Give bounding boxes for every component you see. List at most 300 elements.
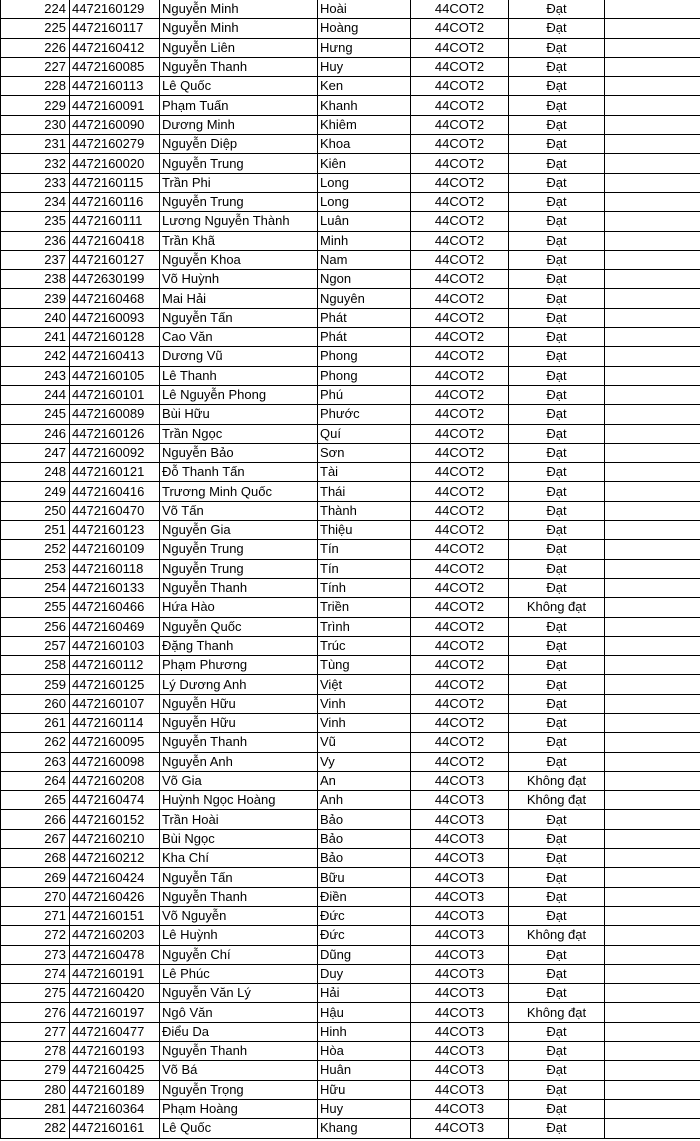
class-code: 44COT3 xyxy=(411,1061,509,1080)
last-middle-name: Võ Bá xyxy=(160,1061,318,1080)
table-row xyxy=(1,810,700,829)
class-code: 44COT3 xyxy=(411,945,509,964)
row-number: 282 xyxy=(1,1119,70,1138)
last-middle-name: Nguyễn Minh xyxy=(160,0,318,19)
table-row xyxy=(1,231,700,250)
result-status: Đạt xyxy=(509,77,605,96)
empty-cell xyxy=(605,713,700,732)
result-status: Đạt xyxy=(509,231,605,250)
row-number: 248 xyxy=(1,463,70,482)
first-name: Huy xyxy=(318,57,411,76)
student-id: 4472160210 xyxy=(70,829,160,848)
first-name: Hưng xyxy=(318,38,411,57)
table-row xyxy=(1,1042,700,1061)
result-status: Đạt xyxy=(509,270,605,289)
row-number: 241 xyxy=(1,328,70,347)
student-id: 4472160416 xyxy=(70,482,160,501)
result-status: Đạt xyxy=(509,250,605,269)
result-status: Đạt xyxy=(509,617,605,636)
class-code: 44COT3 xyxy=(411,964,509,983)
table-row xyxy=(1,1119,700,1138)
empty-cell xyxy=(605,887,700,906)
last-middle-name: Lý Dương Anh xyxy=(160,675,318,694)
student-id: 4472160189 xyxy=(70,1080,160,1099)
first-name: Hoài xyxy=(318,0,411,19)
student-id: 4472160424 xyxy=(70,868,160,887)
class-code: 44COT2 xyxy=(411,443,509,462)
first-name: Tính xyxy=(318,578,411,597)
row-number: 276 xyxy=(1,1003,70,1022)
result-status: Đạt xyxy=(509,1099,605,1118)
first-name: Phát xyxy=(318,328,411,347)
class-code: 44COT2 xyxy=(411,694,509,713)
last-middle-name: Trần Khã xyxy=(160,231,318,250)
row-number: 237 xyxy=(1,250,70,269)
table-row xyxy=(1,482,700,501)
student-id: 4472160161 xyxy=(70,1119,160,1138)
class-code: 44COT2 xyxy=(411,347,509,366)
row-number: 266 xyxy=(1,810,70,829)
table-row xyxy=(1,1080,700,1099)
class-code: 44COT2 xyxy=(411,289,509,308)
last-middle-name: Nguyễn Trung xyxy=(160,154,318,173)
result-status: Đạt xyxy=(509,521,605,540)
class-code: 44COT2 xyxy=(411,578,509,597)
table-row xyxy=(1,540,700,559)
row-number: 232 xyxy=(1,154,70,173)
first-name: Nguyên xyxy=(318,289,411,308)
empty-cell xyxy=(605,1099,700,1118)
student-id: 4472160125 xyxy=(70,675,160,694)
row-number: 281 xyxy=(1,1099,70,1118)
table-row xyxy=(1,385,700,404)
table-row xyxy=(1,964,700,983)
empty-cell xyxy=(605,212,700,231)
class-code: 44COT2 xyxy=(411,713,509,732)
class-code: 44COT2 xyxy=(411,0,509,19)
last-middle-name: Nguyễn Gia xyxy=(160,521,318,540)
class-code: 44COT2 xyxy=(411,212,509,231)
empty-cell xyxy=(605,945,700,964)
table-row xyxy=(1,366,700,385)
table-row xyxy=(1,752,700,771)
result-status: Đạt xyxy=(509,135,605,154)
empty-cell xyxy=(605,501,700,520)
table-row xyxy=(1,347,700,366)
first-name: Vinh xyxy=(318,694,411,713)
first-name: Luân xyxy=(318,212,411,231)
result-status: Đạt xyxy=(509,482,605,501)
result-status: Đạt xyxy=(509,443,605,462)
last-middle-name: Nguyễn Thanh xyxy=(160,578,318,597)
class-code: 44COT2 xyxy=(411,521,509,540)
empty-cell xyxy=(605,964,700,983)
empty-cell xyxy=(605,656,700,675)
result-status: Đạt xyxy=(509,887,605,906)
last-middle-name: Nguyễn Tấn xyxy=(160,868,318,887)
class-code: 44COT2 xyxy=(411,540,509,559)
last-middle-name: Nguyễn Trung xyxy=(160,192,318,211)
class-code: 44COT3 xyxy=(411,868,509,887)
class-code: 44COT2 xyxy=(411,173,509,192)
student-id: 4472160151 xyxy=(70,906,160,925)
empty-cell xyxy=(605,1080,700,1099)
row-number: 261 xyxy=(1,713,70,732)
table-row xyxy=(1,887,700,906)
first-name: Khanh xyxy=(318,96,411,115)
table-row xyxy=(1,270,700,289)
first-name: Ken xyxy=(318,77,411,96)
last-middle-name: Kha Chí xyxy=(160,849,318,868)
class-code: 44COT3 xyxy=(411,1119,509,1138)
class-code: 44COT2 xyxy=(411,501,509,520)
student-id: 4472160103 xyxy=(70,636,160,655)
class-code: 44COT2 xyxy=(411,636,509,655)
row-number: 256 xyxy=(1,617,70,636)
result-status: Đạt xyxy=(509,906,605,925)
class-code: 44COT2 xyxy=(411,308,509,327)
student-id: 4472160020 xyxy=(70,154,160,173)
last-middle-name: Nguyễn Trung xyxy=(160,540,318,559)
last-middle-name: Nguyễn Tấn xyxy=(160,308,318,327)
last-middle-name: Nguyễn Chí xyxy=(160,945,318,964)
row-number: 272 xyxy=(1,926,70,945)
student-id: 4472160425 xyxy=(70,1061,160,1080)
student-id: 4472160466 xyxy=(70,598,160,617)
row-number: 265 xyxy=(1,791,70,810)
student-id: 4472160197 xyxy=(70,1003,160,1022)
empty-cell xyxy=(605,328,700,347)
row-number: 263 xyxy=(1,752,70,771)
class-code: 44COT2 xyxy=(411,231,509,250)
empty-cell xyxy=(605,1042,700,1061)
row-number: 245 xyxy=(1,405,70,424)
class-code: 44COT3 xyxy=(411,1080,509,1099)
first-name: Phong xyxy=(318,347,411,366)
empty-cell xyxy=(605,984,700,1003)
row-number: 267 xyxy=(1,829,70,848)
result-status: Đạt xyxy=(509,1042,605,1061)
last-middle-name: Võ Nguyễn xyxy=(160,906,318,925)
student-id: 4472160116 xyxy=(70,192,160,211)
first-name: Hòa xyxy=(318,1042,411,1061)
first-name: Phát xyxy=(318,308,411,327)
student-id: 4472160126 xyxy=(70,424,160,443)
student-id: 4472160191 xyxy=(70,964,160,983)
class-code: 44COT2 xyxy=(411,154,509,173)
table-row xyxy=(1,192,700,211)
class-code: 44COT2 xyxy=(411,270,509,289)
empty-cell xyxy=(605,424,700,443)
row-number: 228 xyxy=(1,77,70,96)
result-status: Đạt xyxy=(509,636,605,655)
first-name: Hậu xyxy=(318,1003,411,1022)
student-id: 4472160212 xyxy=(70,849,160,868)
row-number: 269 xyxy=(1,868,70,887)
last-middle-name: Trương Minh Quốc xyxy=(160,482,318,501)
result-status: Đạt xyxy=(509,656,605,675)
last-middle-name: Nguyễn Văn Lý xyxy=(160,984,318,1003)
result-status: Không đạt xyxy=(509,598,605,617)
last-middle-name: Võ Huỳnh xyxy=(160,270,318,289)
empty-cell xyxy=(605,115,700,134)
first-name: Khoa xyxy=(318,135,411,154)
table-row xyxy=(1,675,700,694)
result-status: Đạt xyxy=(509,578,605,597)
last-middle-name: Cao Văn xyxy=(160,328,318,347)
last-middle-name: Nguyễn Thanh xyxy=(160,887,318,906)
result-status: Đạt xyxy=(509,57,605,76)
row-number: 273 xyxy=(1,945,70,964)
row-number: 270 xyxy=(1,887,70,906)
student-id: 4472160114 xyxy=(70,713,160,732)
class-code: 44COT2 xyxy=(411,135,509,154)
row-number: 279 xyxy=(1,1061,70,1080)
class-code: 44COT3 xyxy=(411,810,509,829)
row-number: 249 xyxy=(1,482,70,501)
first-name: Thái xyxy=(318,482,411,501)
first-name: Trúc xyxy=(318,636,411,655)
student-id: 4472160127 xyxy=(70,250,160,269)
empty-cell xyxy=(605,405,700,424)
class-code: 44COT2 xyxy=(411,482,509,501)
last-middle-name: Phạm Hoàng xyxy=(160,1099,318,1118)
student-id: 4472160085 xyxy=(70,57,160,76)
table-row xyxy=(1,57,700,76)
result-status: Đạt xyxy=(509,713,605,732)
student-id: 4472160474 xyxy=(70,791,160,810)
empty-cell xyxy=(605,791,700,810)
row-number: 246 xyxy=(1,424,70,443)
empty-cell xyxy=(605,771,700,790)
last-middle-name: Lương Nguyễn Thành xyxy=(160,212,318,231)
last-middle-name: Lê Quốc xyxy=(160,1119,318,1138)
first-name: Bảo xyxy=(318,849,411,868)
result-status: Đạt xyxy=(509,0,605,19)
class-code: 44COT2 xyxy=(411,752,509,771)
result-status: Đạt xyxy=(509,694,605,713)
empty-cell xyxy=(605,135,700,154)
last-middle-name: Hứa Hào xyxy=(160,598,318,617)
first-name: Huân xyxy=(318,1061,411,1080)
result-status: Đạt xyxy=(509,868,605,887)
table-row xyxy=(1,463,700,482)
student-id: 4472160129 xyxy=(70,0,160,19)
table-row xyxy=(1,1061,700,1080)
empty-cell xyxy=(605,231,700,250)
class-code: 44COT3 xyxy=(411,1042,509,1061)
result-status: Đạt xyxy=(509,540,605,559)
table-row xyxy=(1,984,700,1003)
student-id: 4472160128 xyxy=(70,328,160,347)
row-number: 251 xyxy=(1,521,70,540)
first-name: Vũ xyxy=(318,733,411,752)
table-row xyxy=(1,289,700,308)
class-code: 44COT2 xyxy=(411,385,509,404)
class-code: 44COT3 xyxy=(411,926,509,945)
table-row xyxy=(1,791,700,810)
last-middle-name: Lê Thanh xyxy=(160,366,318,385)
student-id: 4472160279 xyxy=(70,135,160,154)
table-row xyxy=(1,636,700,655)
empty-cell xyxy=(605,192,700,211)
result-status: Không đạt xyxy=(509,1003,605,1022)
first-name: Triền xyxy=(318,598,411,617)
table-row xyxy=(1,250,700,269)
table-row xyxy=(1,328,700,347)
class-code: 44COT2 xyxy=(411,38,509,57)
class-code: 44COT2 xyxy=(411,328,509,347)
last-middle-name: Bùi Ngọc xyxy=(160,829,318,848)
row-number: 260 xyxy=(1,694,70,713)
result-status: Đạt xyxy=(509,328,605,347)
empty-cell xyxy=(605,868,700,887)
first-name: Đức xyxy=(318,906,411,925)
class-code: 44COT3 xyxy=(411,829,509,848)
class-code: 44COT2 xyxy=(411,675,509,694)
class-code: 44COT3 xyxy=(411,1099,509,1118)
table-row xyxy=(1,38,700,57)
student-id: 4472160092 xyxy=(70,443,160,462)
table-row xyxy=(1,405,700,424)
student-id: 4472160118 xyxy=(70,559,160,578)
row-number: 226 xyxy=(1,38,70,57)
table-row xyxy=(1,694,700,713)
row-number: 257 xyxy=(1,636,70,655)
last-middle-name: Mai Hải xyxy=(160,289,318,308)
table-row xyxy=(1,771,700,790)
last-middle-name: Nguyễn Diệp xyxy=(160,135,318,154)
empty-cell xyxy=(605,694,700,713)
student-id: 4472160091 xyxy=(70,96,160,115)
first-name: Kiên xyxy=(318,154,411,173)
table-row xyxy=(1,154,700,173)
class-code: 44COT2 xyxy=(411,598,509,617)
result-status: Đạt xyxy=(509,173,605,192)
row-number: 258 xyxy=(1,656,70,675)
last-middle-name: Dương Minh xyxy=(160,115,318,134)
last-middle-name: Phạm Phương xyxy=(160,656,318,675)
result-status: Đạt xyxy=(509,1080,605,1099)
last-middle-name: Phạm Tuấn xyxy=(160,96,318,115)
table-row xyxy=(1,598,700,617)
student-id: 4472160420 xyxy=(70,984,160,1003)
table-row xyxy=(1,173,700,192)
first-name: Tài xyxy=(318,463,411,482)
row-number: 262 xyxy=(1,733,70,752)
result-status: Đạt xyxy=(509,212,605,231)
empty-cell xyxy=(605,366,700,385)
empty-cell xyxy=(605,443,700,462)
student-id: 4472160089 xyxy=(70,405,160,424)
empty-cell xyxy=(605,96,700,115)
class-code: 44COT2 xyxy=(411,405,509,424)
student-id: 4472160093 xyxy=(70,308,160,327)
student-id: 4472160418 xyxy=(70,231,160,250)
result-status: Không đạt xyxy=(509,771,605,790)
last-middle-name: Lê Quốc xyxy=(160,77,318,96)
student-id: 4472160111 xyxy=(70,212,160,231)
first-name: Hải xyxy=(318,984,411,1003)
result-status: Đạt xyxy=(509,463,605,482)
row-number: 277 xyxy=(1,1022,70,1041)
first-name: Tín xyxy=(318,540,411,559)
empty-cell xyxy=(605,578,700,597)
result-status: Đạt xyxy=(509,675,605,694)
student-id: 4472160468 xyxy=(70,289,160,308)
student-id: 4472160477 xyxy=(70,1022,160,1041)
student-id: 4472160364 xyxy=(70,1099,160,1118)
last-middle-name: Trần Phi xyxy=(160,173,318,192)
empty-cell xyxy=(605,463,700,482)
first-name: Việt xyxy=(318,675,411,694)
row-number: 239 xyxy=(1,289,70,308)
last-middle-name: Nguyễn Trọng xyxy=(160,1080,318,1099)
first-name: Duy xyxy=(318,964,411,983)
last-middle-name: Nguyễn Khoa xyxy=(160,250,318,269)
row-number: 235 xyxy=(1,212,70,231)
class-code: 44COT2 xyxy=(411,96,509,115)
first-name: Long xyxy=(318,173,411,192)
first-name: Khang xyxy=(318,1119,411,1138)
result-status: Đạt xyxy=(509,849,605,868)
result-status: Đạt xyxy=(509,96,605,115)
class-code: 44COT3 xyxy=(411,887,509,906)
empty-cell xyxy=(605,289,700,308)
table-row xyxy=(1,713,700,732)
first-name: Quí xyxy=(318,424,411,443)
empty-cell xyxy=(605,270,700,289)
result-status: Đạt xyxy=(509,501,605,520)
first-name: Bữu xyxy=(318,868,411,887)
empty-cell xyxy=(605,77,700,96)
result-status: Đạt xyxy=(509,115,605,134)
empty-cell xyxy=(605,540,700,559)
result-status: Đạt xyxy=(509,1061,605,1080)
row-number: 278 xyxy=(1,1042,70,1061)
last-middle-name: Võ Tấn xyxy=(160,501,318,520)
last-middle-name: Nguyễn Bảo xyxy=(160,443,318,462)
class-code: 44COT3 xyxy=(411,1003,509,1022)
last-middle-name: Nguyễn Thanh xyxy=(160,733,318,752)
student-id: 4472160412 xyxy=(70,38,160,57)
table-row xyxy=(1,115,700,134)
first-name: Anh xyxy=(318,791,411,810)
student-id: 4472160470 xyxy=(70,501,160,520)
table-row xyxy=(1,733,700,752)
empty-cell xyxy=(605,385,700,404)
result-status: Đạt xyxy=(509,1119,605,1138)
last-middle-name: Dương Vũ xyxy=(160,347,318,366)
class-code: 44COT2 xyxy=(411,733,509,752)
result-status: Đạt xyxy=(509,289,605,308)
empty-cell xyxy=(605,308,700,327)
result-status: Không đạt xyxy=(509,926,605,945)
row-number: 234 xyxy=(1,192,70,211)
result-status: Đạt xyxy=(509,559,605,578)
empty-cell xyxy=(605,636,700,655)
empty-cell xyxy=(605,0,700,19)
empty-cell xyxy=(605,849,700,868)
student-id: 4472160098 xyxy=(70,752,160,771)
empty-cell xyxy=(605,1061,700,1080)
last-middle-name: Đặng Thanh xyxy=(160,636,318,655)
first-name: Minh xyxy=(318,231,411,250)
student-id: 4472160469 xyxy=(70,617,160,636)
row-number: 224 xyxy=(1,0,70,19)
result-status: Đạt xyxy=(509,308,605,327)
class-code: 44COT2 xyxy=(411,424,509,443)
